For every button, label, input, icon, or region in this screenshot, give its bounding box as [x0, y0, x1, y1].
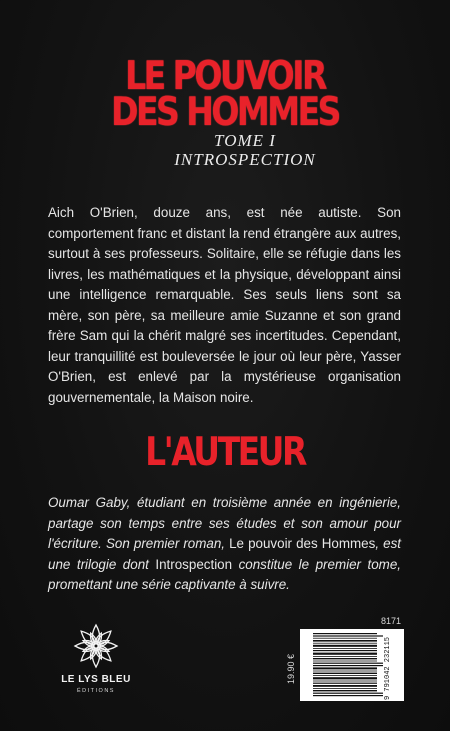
price-label: 19.90 €	[286, 653, 296, 684]
product-code: 8171	[381, 616, 402, 626]
book-title-line-2: DES HOMMES	[111, 88, 339, 135]
tome-label: TOME I	[214, 131, 276, 150]
ean-number: 9 791042 232115	[384, 636, 392, 700]
volume-title: INTROSPECTION	[174, 150, 316, 169]
publisher-subtitle: ÉDITIONS	[77, 688, 115, 694]
publisher-logo	[60, 622, 132, 712]
bio-tome-title: Introspection	[155, 556, 233, 572]
bio-book-title: Le pouvoir des Hommes	[229, 536, 376, 551]
author-heading: L'AUTEUR	[145, 428, 305, 475]
lotus-flower-icon	[72, 622, 120, 670]
book-title-line-1: LE POUVOIR	[125, 52, 325, 99]
author-bio	[48, 493, 401, 596]
book-summary: Aich O'Brien, douze ans, est née autiste. Son comportement franc et distant la rend étrangère aux autres, surtout à ses professeurs. Solitaire, elle se réfugie dans les livres, les mathématiques et la physique, développant ainsi une intelligence remarquable. Ses seuls liens sont sa mère, son père, sa meilleure amie Suzanne et son grand frère Sam qui la chérit malgré ses incertitudes. Cependant, leur tranquillité est bouleversée le jour où leur père, Yasser O'Brien, est enlevé par la mystérieuse organisation gouvernementale, la Maison noire.	[48, 205, 401, 405]
publisher-name: LE LYS BLEU	[61, 674, 131, 685]
bio-text-part-3: constitue le premier tome, promettant une série captivante à suivre.	[48, 556, 402, 592]
bio-text-part-2: , est une trilogie dont	[48, 536, 401, 572]
bio-text-part-1: Oumar Gaby, étudiant en troisième année en ingénierie, partage son temps entre ses études et son amour pour l'écriture. Son premier roman,	[48, 495, 401, 551]
